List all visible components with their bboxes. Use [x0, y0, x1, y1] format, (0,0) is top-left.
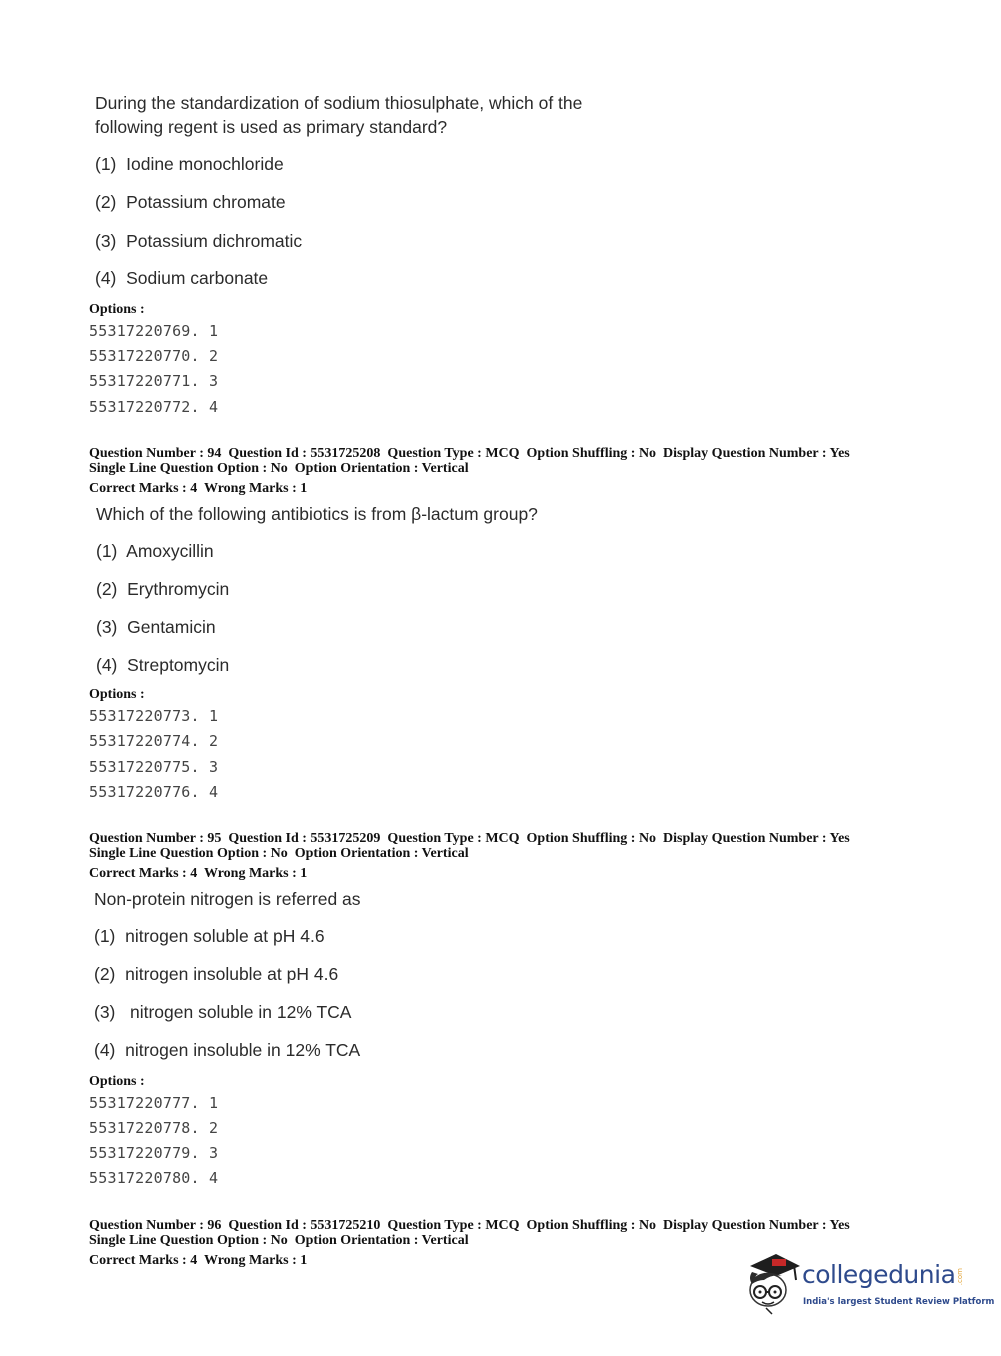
q95-option-2: (2) nitrogen insoluble at pH 4.6	[94, 964, 339, 984]
q94-meta-line1: Question Number : 94 Question Id : 5531725208 Question Type : MCQ Option Shuffling : No Display Question Number : Yes	[89, 446, 850, 461]
q93-options-label: Options :	[89, 302, 145, 317]
q93-text-line1: During the standardization of sodium thiosulphate, which of the	[95, 93, 583, 113]
mascot-icon	[742, 1250, 802, 1316]
q95-code-3: 55317220779. 3	[89, 1144, 219, 1162]
q94-options-label: Options :	[89, 687, 145, 702]
q94-text: Which of the following antibiotics is from β-lactum group?	[96, 504, 538, 524]
q96-meta-line1: Question Number : 96 Question Id : 5531725210 Question Type : MCQ Option Shuffling : No Display Question Number : Yes	[89, 1218, 850, 1233]
q95-code-4: 55317220780. 4	[89, 1169, 219, 1187]
logo-suffix: .com	[956, 1268, 964, 1286]
q93-option-3: (3) Potassium dichromatic	[95, 231, 303, 251]
q95-meta-line2: Single Line Question Option : No Option Orientation : Vertical	[89, 846, 469, 861]
collegedunia-logo	[742, 1250, 995, 1320]
q95-option-4: (4) nitrogen insoluble in 12% TCA	[94, 1040, 361, 1060]
q94-marks: Correct Marks : 4 Wrong Marks : 1	[89, 481, 308, 496]
q93-code-3: 55317220771. 3	[89, 372, 219, 390]
q94-option-1: (1) Amoxycillin	[96, 541, 214, 561]
q95-text: Non-protein nitrogen is referred as	[94, 889, 361, 909]
q95-meta-line1: Question Number : 95 Question Id : 5531725209 Question Type : MCQ Option Shuffling : No Display Question Number : Yes	[89, 831, 850, 846]
q94-option-2: (2) Erythromycin	[96, 579, 230, 599]
logo-wordmark: collegedunia	[802, 1260, 956, 1289]
q93-code-1: 55317220769. 1	[89, 322, 219, 340]
q94-meta-line2: Single Line Question Option : No Option Orientation : Vertical	[89, 461, 469, 476]
q94-code-1: 55317220773. 1	[89, 707, 219, 725]
q94-code-4: 55317220776. 4	[89, 783, 219, 801]
q93-text-line2: following regent is used as primary standard?	[95, 117, 448, 137]
q94-code-2: 55317220774. 2	[89, 732, 219, 750]
q95-option-1: (1) nitrogen soluble at pH 4.6	[94, 926, 325, 946]
q95-option-3: (3) nitrogen soluble in 12% TCA	[94, 1002, 352, 1022]
q94-option-4: (4) Streptomycin	[96, 655, 230, 675]
q93-option-1: (1) Iodine monochloride	[95, 154, 284, 174]
q95-code-1: 55317220777. 1	[89, 1094, 219, 1112]
q94-option-3: (3) Gentamicin	[96, 617, 216, 637]
q95-code-2: 55317220778. 2	[89, 1119, 219, 1137]
q95-options-label: Options :	[89, 1074, 145, 1089]
q94-code-3: 55317220775. 3	[89, 758, 219, 776]
q93-code-2: 55317220770. 2	[89, 347, 219, 365]
q95-marks: Correct Marks : 4 Wrong Marks : 1	[89, 866, 308, 881]
q96-marks: Correct Marks : 4 Wrong Marks : 1	[89, 1253, 308, 1268]
q93-code-4: 55317220772. 4	[89, 398, 219, 416]
logo-tagline: India's largest Student Review Platform	[803, 1297, 995, 1307]
q93-option-4: (4) Sodium carbonate	[95, 268, 269, 288]
q96-meta-line2: Single Line Question Option : No Option Orientation : Vertical	[89, 1233, 469, 1248]
q93-option-2: (2) Potassium chromate	[95, 192, 286, 212]
